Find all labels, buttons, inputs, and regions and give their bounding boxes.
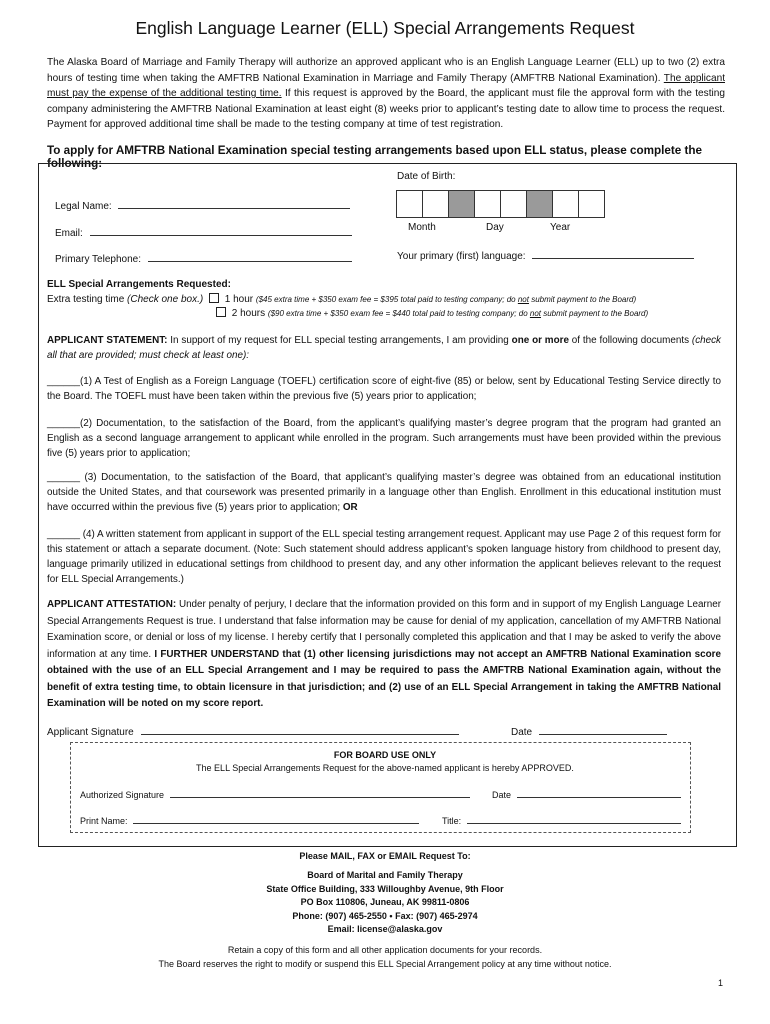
applicant-statement [47,333,721,363]
one-hour-label: 1 hour [224,294,254,305]
footer-reserve: The Board reserves the right to modify or suspend this ELL Special Arrangement policy at any time without notice. [158,958,612,969]
intro-text-1: The Alaska Board of Marriage and Family Therapy will authorize an approved applicant who is an English Language Learner (ELL) up to two (2) extra hours of testing time when taking the AMFTRB National Examination in Marriage and Family Therapy (AMFTRB National Examination). [47,57,725,84]
mail-line-3: PO Box 110806, Juneau, AK 99811-0806 [300,897,470,907]
ell-heading: ELL Special Arrangements Requested: [47,279,231,290]
dob-separator [526,190,553,218]
email-line[interactable] [90,225,352,236]
dob-day-1[interactable] [474,190,501,218]
attestation-bold: I FURTHER UNDERSTAND that (1) other licensing jurisdictions may not accept an AMFTRB National Examination score obtained with the use of an ELL Special Arrangement and I may be required to pass the AMFTRB National Examination again, without the benefit of extra testing time, to obtain licensure in that jurisdiction; and (2) use of an ELL Special Arrangement in taking the AMFTRB National Examination will be noted on my score report. [47,648,721,709]
phone-label: Primary Telephone: [55,254,141,265]
one-hour-checkbox[interactable] [209,293,219,303]
phone-line[interactable] [148,251,352,262]
two-hours-label: 2 hours [231,308,266,319]
one-hour-note: ($45 extra time + $350 exam fee = $395 total paid to testing company; do not submit payment to the Board) [255,295,637,304]
apply-heading: To apply for AMFTRB National Examination special testing arrangements based upon ELL status, please complete the following: [47,144,703,170]
title-label: Title: [442,816,462,826]
title-field[interactable] [442,814,681,826]
signature-line[interactable] [141,724,459,735]
legal-name-field[interactable] [55,198,350,212]
authorized-signature-line[interactable] [170,788,470,798]
applicant-signature-field[interactable] [47,724,459,738]
mail-line-2: State Office Building, 333 Willoughby Avenue, 9th Floor [266,883,504,894]
footer-notes [0,944,770,971]
phone-field[interactable] [55,251,352,265]
two-hours-checkbox[interactable] [216,307,226,317]
authorized-signature-label: Authorized Signature [80,790,165,800]
document-item-4: ______ (4) A written statement from applicant in support of the ELL special testing arrangement request. Applicant may use Page 2 of this request form for this statement or attach a separate document. (Note: Such statement should address applicant’s spoken language history from childhood to present day, language primarily utilized in educational settings from childhood to present day, and any other information the applicant believes relevant to the request for ELL Special Arrangements.) [47,529,721,585]
applicant-attestation [47,597,721,713]
dob-day-2[interactable] [500,190,527,218]
statement-text: In support of my request for ELL special testing arrangements, I am providing [170,335,509,346]
signature-date-field[interactable] [511,724,667,738]
document-item-1: ______(1) A Test of English as a Foreign Language (TOEFL) certification score of eight-five (85) or below, sent by Educational Testing Service directly to the Board. The TOEFL must have been taken within the previous five (5) years prior to application; [47,376,721,402]
ell-option-2 [213,307,648,319]
signature-label: Applicant Signature [47,727,134,738]
authorized-signature-field[interactable] [80,788,470,800]
dob-label: Date of Birth: [397,171,456,182]
print-name-label: Print Name: [80,816,128,826]
legal-name-label: Legal Name: [55,201,112,212]
dob-year-label: Year [550,222,571,233]
intro-paragraph [47,55,725,133]
language-field[interactable] [397,248,694,262]
board-date-field[interactable] [492,788,681,800]
statement-italic: (check all that are provided; must check at least one): [47,335,721,361]
document-item-2: ______(2) Documentation, to the satisfaction of the Board, from the applicant’s qualifying master’s degree program that the program had granted an English as a second language arrangement to applicant while enrolled in the program. Such arrangements must have been provided within the previous five (5) years prior to application; [47,418,721,459]
dob-separator [448,190,475,218]
mail-line-5: Email: license@alaska.gov [327,924,443,934]
statement-label: APPLICANT STATEMENT: [47,335,168,346]
signature-date-label: Date [511,727,533,738]
language-line[interactable] [532,248,694,259]
page-number: 1 [718,978,724,988]
check-one-note: (Check one box.) [127,294,204,305]
statement-text-2: of the following documents [571,335,690,346]
dob-month-1[interactable] [396,190,423,218]
language-label: Your primary (first) language: [397,251,526,262]
email-field[interactable] [55,225,352,239]
board-date-line[interactable] [517,788,681,798]
document-item-3-or: OR [342,502,358,513]
signature-date-line[interactable] [539,724,667,735]
email-label: Email: [55,228,83,239]
dob-year-1[interactable] [552,190,579,218]
intro-text-2: If this request is approved by the Board, the applicant must file the approval form with the testing company administering the AMFTRB National Examination at least eight (8) weeks prior to applicant’s testing date to allow time to process the request. Payment for approved additional time shall be made to the testing company at time of test registration. [47,88,725,130]
attestation-text: Under penalty of perjury, I declare that the information provided on this form and in support of my English Language Learner Special Arrangements Request is true. I understand that false information may be cause for denial of my application, cancellation of my AMFTRB National Examination score, or denial or loss of my license. I hereby certify that I personally completed this application and that I may be asked to verify the above information at any time. [47,599,721,660]
mail-heading: Please MAIL, FAX or EMAIL Request To: [299,851,471,861]
footer-retain: Retain a copy of this form and all other application documents for your records. [227,945,543,955]
dob-month-2[interactable] [422,190,449,218]
print-name-line[interactable] [133,814,419,824]
two-hours-note: ($90 extra time + $350 exam fee = $440 total paid to testing company; do not submit payment to the Board) [267,309,649,318]
board-approved-text: The ELL Special Arrangements Request for the above-named applicant is hereby APPROVED. [196,763,574,773]
mail-line-1: Board of Marital and Family Therapy [307,870,463,880]
title-line[interactable] [467,814,681,824]
board-date-label: Date [492,790,512,800]
print-name-field[interactable] [80,814,419,826]
statement-bold: one or more [511,335,569,346]
document-item-3-text: ______ (3) Documentation, to the satisfaction of the Board, that applicant’s qualifying master’s degree was obtained from an educational institution outside the United States, and that coursework was presented primarily in a language other than English. Enrollment in this educational institution must have occurred within the previous five (5) years prior to application; [47,472,721,513]
dob-year-2[interactable] [578,190,605,218]
dob-input-grid[interactable] [397,190,605,218]
legal-name-line[interactable] [118,198,350,209]
board-heading: FOR BOARD USE ONLY [333,750,437,760]
attestation-label: APPLICANT ATTESTATION: [47,599,177,610]
dob-month-label: Month [408,222,436,233]
extra-time-label: Extra testing time [47,294,125,305]
document-item-3 [47,470,721,515]
form-title: English Language Learner (ELL) Special Arrangements Request [135,18,635,38]
dob-day-label: Day [486,222,504,233]
ell-option-1 [47,293,636,305]
mail-address [0,869,770,937]
intro-underlined: The applicant must pay the expense of the additional testing time. [47,72,725,99]
mail-line-4: Phone: (907) 465-2550 • Fax: (907) 465-2974 [292,910,478,921]
